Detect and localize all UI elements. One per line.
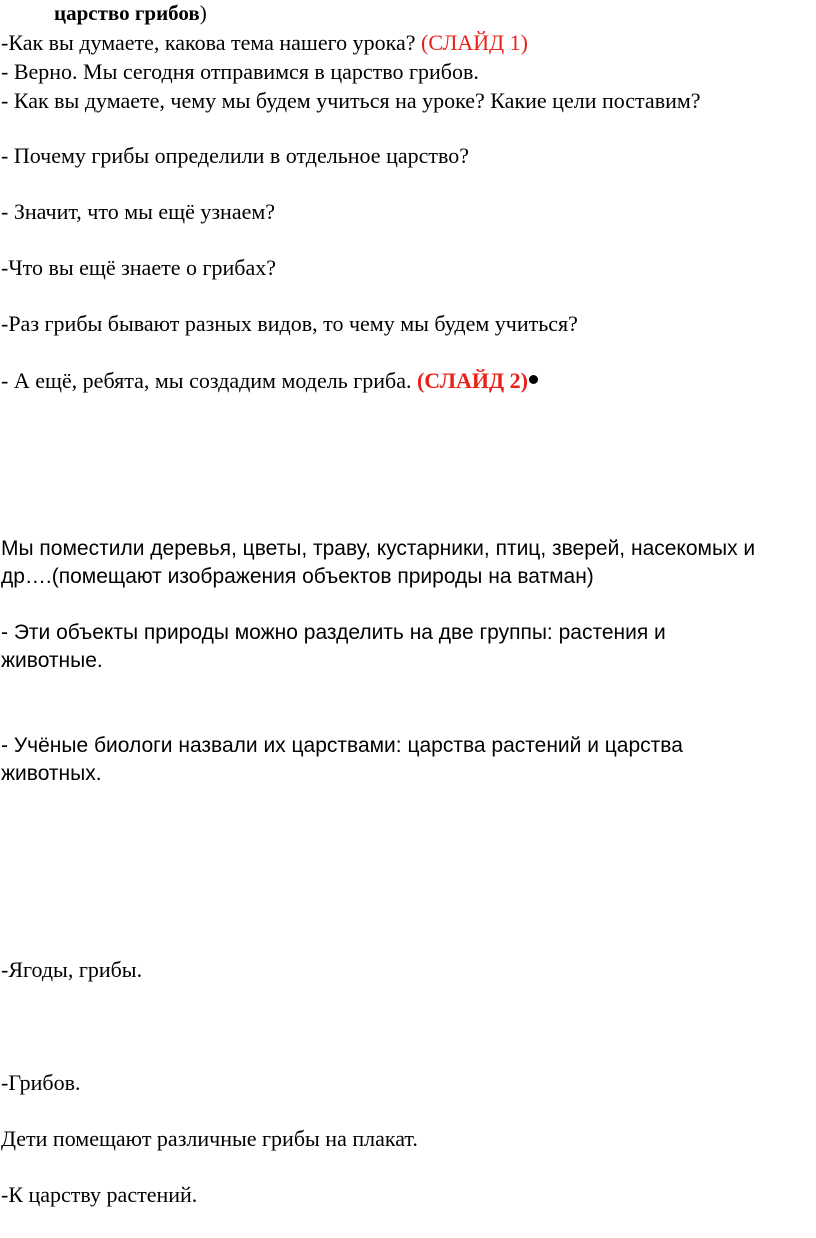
bullet-icon bbox=[529, 375, 538, 384]
paragraph-biologists-line-2: животных. bbox=[1, 762, 102, 785]
answer-berries-line: -Ягоды, грибы. bbox=[1, 957, 143, 982]
paragraph-objects-line-1: Мы поместили деревья, цветы, траву, кустарники, птиц, зверей, насекомых и bbox=[1, 537, 756, 560]
question-know-line: -Что вы ещё знаете о грибах? bbox=[1, 255, 276, 280]
slide-2-label: (СЛАЙД 2) bbox=[416, 368, 529, 393]
heading-paren: ) bbox=[199, 1, 207, 25]
answer-mushrooms-line: -Грибов. bbox=[1, 1070, 81, 1095]
model-text: - А ещё, ребята, мы создадим модель гриба. bbox=[1, 368, 417, 393]
question-topic-text: -Как вы думаете, какова тема нашего урока? bbox=[1, 30, 421, 55]
paragraph-objects-line-2: др….(помещают изображения объектов природы на ватман) bbox=[1, 565, 594, 588]
question-types-line: -Раз грибы бывают разных видов, то чему мы будем учиться? bbox=[1, 311, 578, 336]
model-line bbox=[1, 368, 538, 394]
paragraph-groups-line-2: животные. bbox=[1, 649, 103, 672]
answer-plants-line: -К царству растений. bbox=[1, 1182, 198, 1207]
question-kingdom-line: - Почему грибы определили в отдельное царство? bbox=[1, 143, 469, 168]
heading-line bbox=[54, 0, 207, 26]
paragraph-groups-line-1: - Эти объекты природы можно разделить на две группы: растения и bbox=[1, 621, 666, 644]
question-topic-line bbox=[1, 30, 528, 56]
heading-text: царство грибов bbox=[54, 1, 200, 25]
paragraph-biologists-line-1: - Учёные биологи назвали их царствами: царства растений и царства bbox=[1, 734, 683, 757]
slide-1-label: (СЛАЙД 1) bbox=[421, 30, 528, 55]
question-learn-line: - Значит, что мы ещё узнаем? bbox=[1, 199, 276, 224]
answer-correct-line: - Верно. Мы сегодня отправимся в царство грибов. bbox=[1, 59, 479, 84]
question-goals-line: - Как вы думаете, чему мы будем учиться на уроке? Какие цели поставим? bbox=[1, 88, 701, 113]
children-action-line: Дети помещают различные грибы на плакат. bbox=[1, 1126, 418, 1151]
